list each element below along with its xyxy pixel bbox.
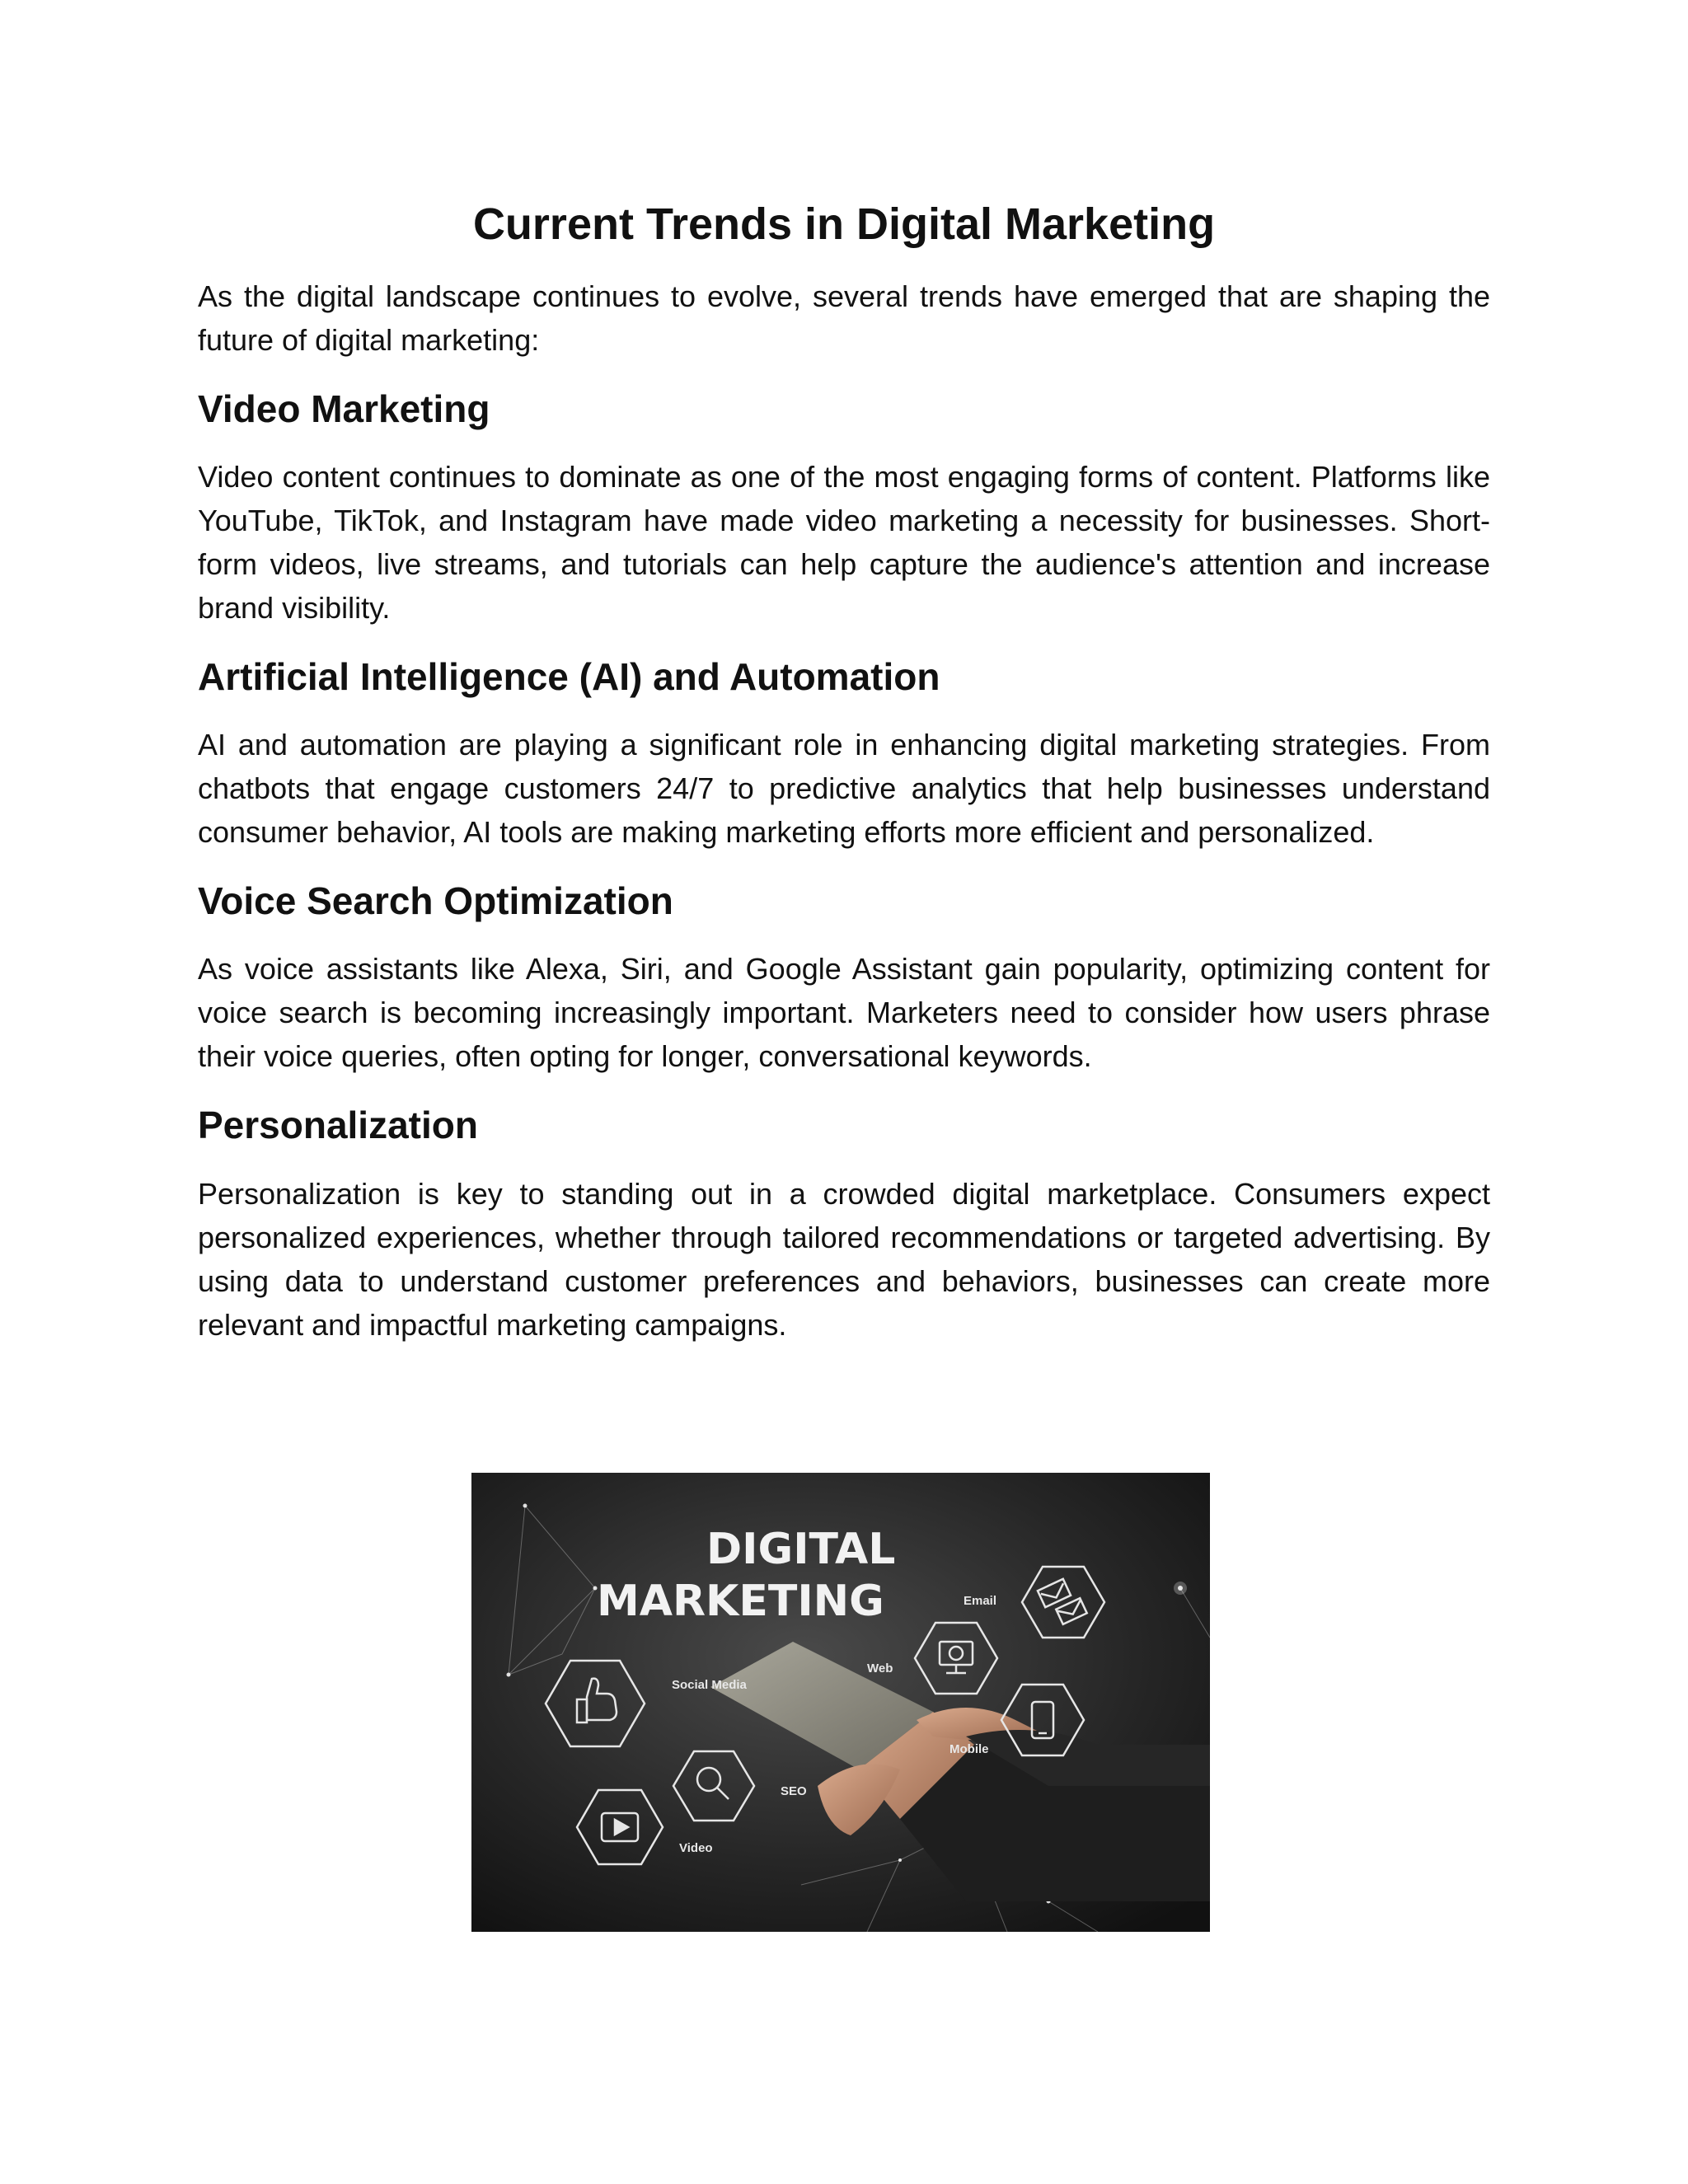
label-social-media: Social Media: [672, 1678, 747, 1692]
label-seo: SEO: [781, 1784, 807, 1798]
label-email: Email: [964, 1594, 997, 1608]
section-body-personalization: Personalization is key to standing out in a crowded digital marketplace. Consumers expect personalized experiences, whether through tailored recommendations or targeted advertising. By using data to understand customer preferences and behaviors, businesses can create more relevant and impactful marketing campaigns.: [198, 1176, 1490, 1342]
section-heading-ai-automation: Artificial Intelligence (AI) and Automation: [198, 654, 940, 698]
section-body-video-marketing: Video content continues to dominate as one of the most engaging forms of content. Platforms like YouTube, TikTok, and Instagram have made video marketing a necessity for businesses. Short-form videos, live streams, and tutorials can help capture the audience's attention and increase brand visibility.: [198, 459, 1490, 625]
intro-paragraph: As the digital landscape continues to evolve, several trends have emerged that are shaping the future of digital marketing:: [198, 279, 1490, 357]
figure-title-line2: MARKETING: [597, 1577, 884, 1626]
label-mobile: Mobile: [950, 1742, 989, 1756]
section-heading-voice-search: Voice Search Optimization: [198, 879, 673, 923]
document-page: [198, 198, 1490, 1371]
label-video: Video: [679, 1841, 713, 1855]
section-heading-video-marketing: Video Marketing: [198, 387, 490, 430]
section-body-ai-automation: AI and automation are playing a significant role in enhancing digital marketing strategies. From chatbots that engage customers 24/7 to predictive analytics that help businesses understand consumer behavior, AI tools are making marketing efforts more efficient and personalized.: [198, 728, 1490, 850]
digital-marketing-illustration: [471, 1473, 1210, 1932]
section-body-voice-search: As voice assistants like Alexa, Siri, and Google Assistant gain popularity, optimizing content for voice search is becoming increasingly important. Marketers need to consider how users phrase their voice queries, often opting for longer, conversational keywords.: [198, 952, 1490, 1074]
label-web: Web: [867, 1661, 893, 1675]
page-title: Current Trends in Digital Marketing: [472, 199, 1216, 249]
section-heading-personalization: Personalization: [198, 1104, 478, 1147]
figure-title-line1: DIGITAL: [706, 1525, 896, 1574]
